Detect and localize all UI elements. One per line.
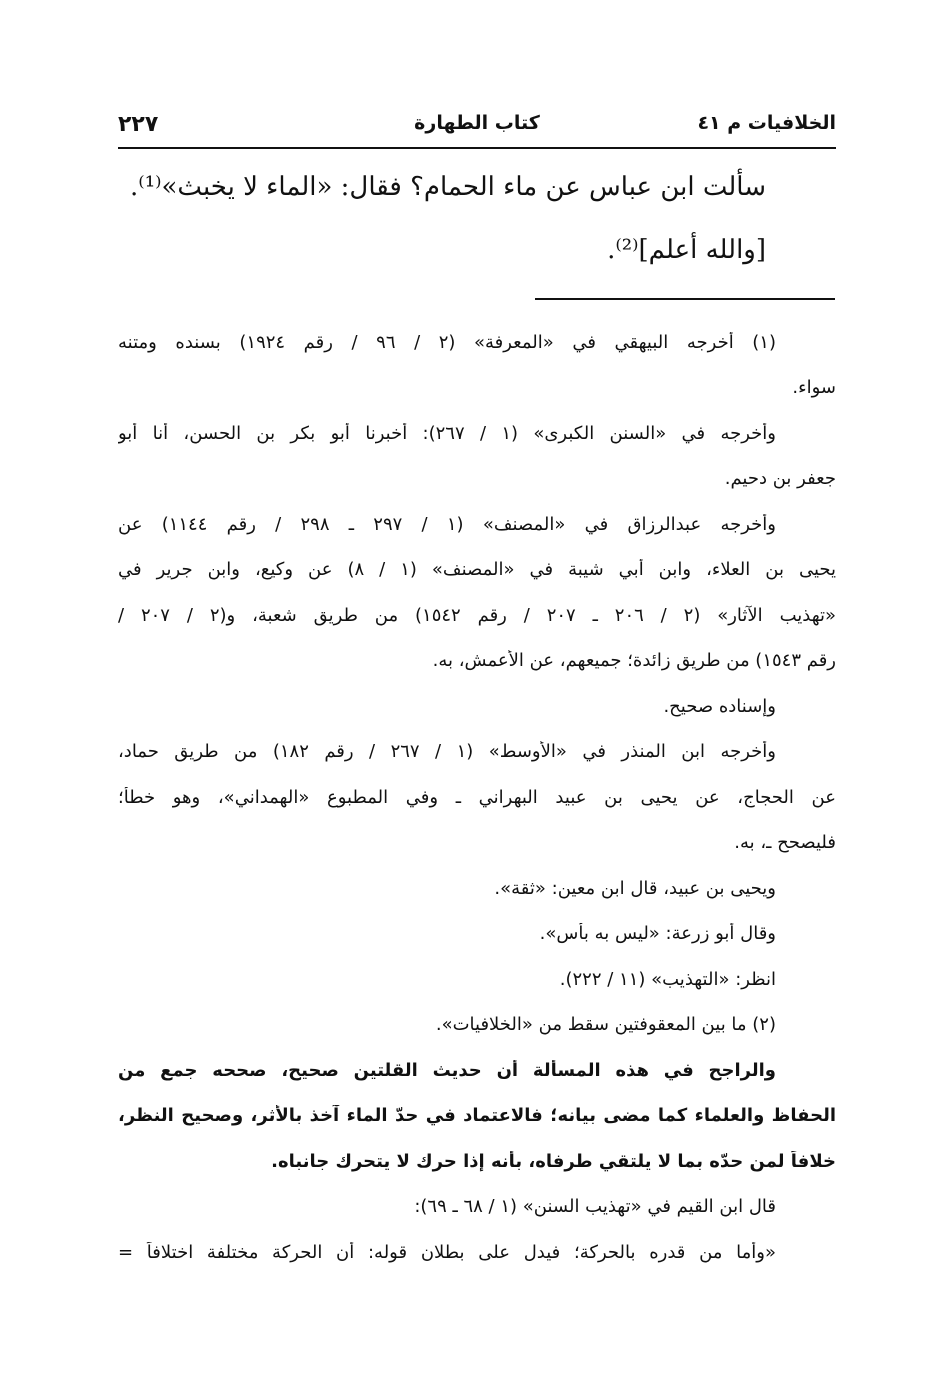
footnote-line: (٢) ما بين المعقوفتين سقط من «الخلافيات». [435,1014,776,1035]
footnote-line: الحفاظ والعلماء كما مضى بيانه؛ فالاعتماد في حدّ الماء آخذ بالأثر، وصحيح النظر، [118,1105,836,1126]
footnote-line: رقم ١٥٤٣) من طريق زائدة؛ جميعهم، عن الأعمش، به. [432,650,836,671]
footnote-separator [535,298,835,300]
page-header [118,108,836,144]
footnote-line: وأخرجه في «السنن الكبرى» (١ / ٢٦٧): أخبرنا أبو بكر بن الحسن، أنا أبو [118,423,776,444]
footnote-line: خلافاً لمن حدّه بما لا يلتقي طرفاه، بأنه إذا حرك لا يتحرك جانباه. [271,1151,836,1172]
footnote-line: قال ابن القيم في «تهذيب السنن» (١ / ٦٨ ـ ٦٩): [414,1196,776,1217]
footnote-line: انظر: «التهذيب» (١١ / ٢٢٢). [559,969,776,990]
footnote-line: جعفر بن دحيم. [724,468,836,489]
footnote-line: (١) أخرجه البيهقي في «المعرفة» (٢ / ٩٦ / رقم ١٩٢٤) بسنده ومتنه [118,332,776,353]
page-number: ٢٢٧ [118,112,159,137]
running-title-right: الخلافيات م ٤١ [697,112,836,134]
footnote-line: يحيى بن العلاء، وابن أبي شيبة في «المصنف» (١ / ٨) عن وكيع، وابن جرير في [118,559,836,580]
main-text-line-1: سألت ابن عباس عن ماء الحمام؟ فقال: «الماء لا يخبث»⁽¹⁾. [130,172,766,202]
footnote-line: عن الحجاج، عن يحيى بن عبيد البهراني ـ وفي المطبوع «الهمداني»، وهو خطأ؛ [118,787,836,808]
main-text-line-2: [والله أعلم]⁽²⁾. [607,235,766,265]
header-rule [118,147,836,149]
footnote-line: «تهذيب الآثار» (٢ / ٢٠٦ ـ ٢٠٧ / رقم ١٥٤٢) من طريق شعبة، و(٢ / ٢٠٧ / [118,605,836,626]
footnote-line: ويحيى بن عبيد، قال ابن معين: «ثقة». [494,878,776,899]
footnote-line: وإسناده صحيح. [663,696,776,717]
footnote-line: وقال أبو زرعة: «ليس به بأس». [539,923,776,944]
footnote-line: وأخرجه ابن المنذر في «الأوسط» (١ / ٢٦٧ / رقم ١٨٢) من طريق حماد، [118,741,777,762]
footnote-line: فليصحح ـ، به. [734,832,836,853]
footnote-line: والراجح في هذه المسألة أن حديث القلتين صحيح، صححه جمع من [118,1060,776,1081]
footnote-line: سواء. [792,377,836,398]
footnote-line: وأخرجه عبدالرزاق في «المصنف» (١ / ٢٩٧ ـ ٢٩٨ / رقم ١١٤٤) عن [118,514,776,535]
running-title-center: كتاب الطهارة [414,112,540,134]
footnote-line: «وأما من قدره بالحركة؛ فيدل على بطلان قوله: أن الحركة مختلفة اختلافاً = [118,1242,776,1263]
